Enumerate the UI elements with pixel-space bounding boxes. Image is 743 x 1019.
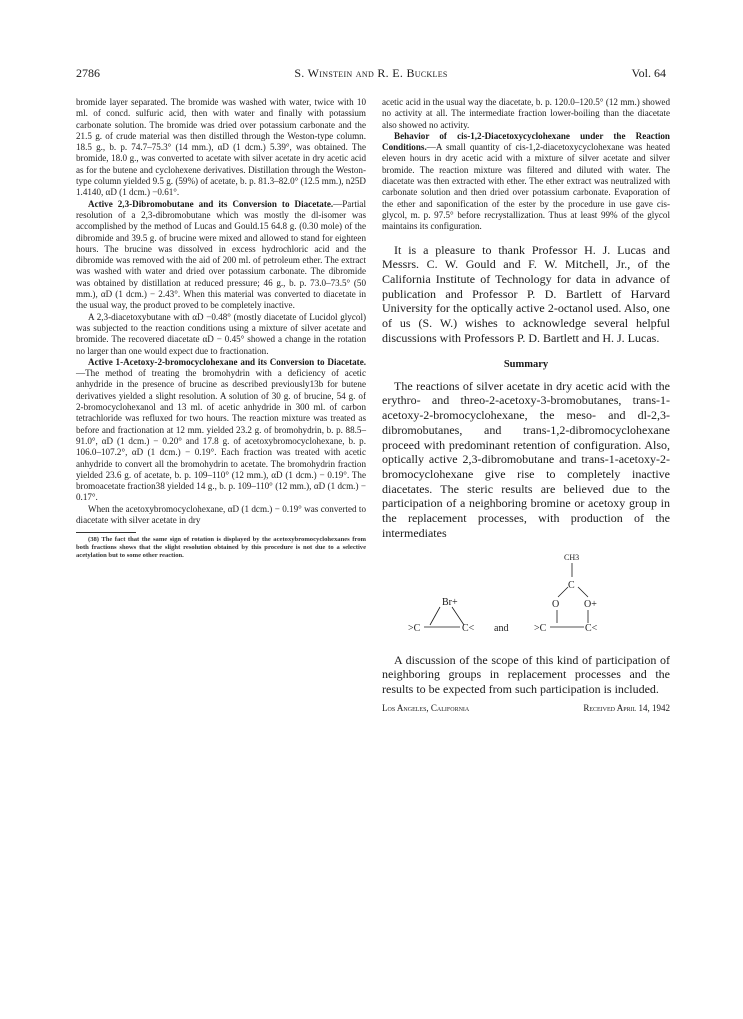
- carbon-left-label-2: >C: [534, 622, 547, 634]
- section-heading-bromocyclohexane: Active 1-Acetoxy-2-bromocyclohexane and its Conversion to Diacetate.: [88, 356, 366, 367]
- and-label: and: [494, 622, 509, 634]
- left-paragraph-4: [76, 357, 366, 504]
- methyl-label: CH3: [564, 552, 580, 562]
- section-text-bromocyclohexane: —The method of treating the bromohydrin with a deficiency of acetic anhydride in the presence of brucine as described previously13b for butene derivatives yielded a slight resolution. A solution of 30 g. of brucine, 54 g. of 2-bromocyclohexanol and 13 ml. of acetic anhydride in 300 ml. of carbon tetrachloride was refluxed for two hours. The reaction mixture was treated as before and fractionation at 12 mm. yielded 23.2 g. of bromohydrin, b. p. 88.5–91.0°, αD (1 dcm.) − 0.20° and 17.8 g. of acetoxybromocyclohexane, b. p. 106.0–107.2°, αD (1 dcm.) − 0.19°. Each fraction was treated with acetic anhydride to convert all the bromohydrin to acetate. The bromohydrin fraction yielded 23.6 g. of acetate, b. p. 109–110° (12 mm.), αD (1 dcm.) − 0.19°. The bromoacetate fraction38 yielded 14 g., b. p. 109–110° (12 mm.), αD (1 dcm.) − 0.17°.: [76, 368, 366, 503]
- right-paragraph-2: [382, 131, 670, 233]
- received-date: Received April 14, 1942: [583, 702, 670, 713]
- summary-heading: Summary: [503, 359, 549, 371]
- carbon-left-label: >C: [408, 622, 421, 634]
- intermediate-structures: [382, 545, 670, 649]
- volume-label: Vol. 64: [631, 66, 666, 80]
- structure-diagram: [382, 545, 670, 649]
- left-paragraph-3: A 2,3-diacetoxybutane with αD −0.48° (mostly diacetate of Lucidol glycol) was subjected to the reaction conditions using a mixture of silver acetate and bromide. The recovered diacetate αD − 0.45° showed a change in the rotation no larger than one would expect due to fractionation.: [76, 311, 366, 356]
- left-column: [76, 97, 366, 560]
- right-paragraph-1: acetic acid in the usual way the diacetate, b. p. 120.0–120.5° (12 mm.) showed no activity at all. The intermediate fraction lower-boiling than the diacetate also showed no activity.: [382, 97, 670, 130]
- section-heading-diacetoxycyclohexane: Behavior of cis-1,2-Diacetoxycyclohexane under the Reaction Conditions.: [382, 130, 670, 153]
- oxygen-left-label: O: [552, 598, 560, 610]
- bond-line: [578, 587, 588, 597]
- left-paragraph-1: bromide layer separated. The bromide was washed with water, twice with 10 ml. of concd. sulfuric acid, then with water and finally with potassium carbonate solution. The bromide was dried over potassium carbonate and the 21.5 g. of crude material was then distilled through the Weston-type column. 18.5 g., b. p. 74.7–75.3° (14 mm.), αD (1 dcm.) 5.39°, was obtained. The bromide, 18.0 g., was converted to acetate with silver acetate in dry acetic acid as for the butene and cyclohexene derivatives. Distillation through the Weston-type column yielded 9.5 g. (59%) of acetate, b. p. 81.3–82.0° (12.5 mm.), n25D 1.4140, αD (1 dcm.) −0.61°.: [76, 97, 366, 198]
- footnote-38: (38) The fact that the same sign of rotation is displayed by the acetoxybromocyclohexanes from both fractions shows that the slight resolution obtained by this procedure is not due to a selective acetylation but to some other reaction.: [76, 536, 366, 560]
- summary-paragraph-1: The reactions of silver acetate in dry acetic acid with the erythro- and threo-2-acetoxy-3-bromobutanes, trans-1-acetoxy-2-bromocyclohexane, the meso- and dl-2,3-dibromobutanes, and trans-1,2-dibromocyclohexane proceed with predominant retention of configuration. Also, optically active 2,3-dibromobutane and trans-1-acetoxy-2-bromocyclohexane give rise to completely inactive diacetates. The steric results are believed due to the participation of a neighboring bromine or acetoxy group in the replacement processes, with production of the intermediates: [382, 378, 670, 540]
- section-text-dibromobutane: —Partial resolution of a 2,3-dibromobutane which was mostly the dl-isomer was accomplished by the method of Lucas and Gould.15 64.8 g. (0.30 mole) of the dibromide and 39.5 g. of brucine were mixed and allowed to stand for eighteen hours. The brucine was dissolved in excess hydrochloric acid and the dibromide was removed with the aid of 200 ml. of petroleum ether. The extract was washed with water and dried over potassium carbonate. The dibromide was obtained by distillation at reduced pressure; 46 g., b. p. 73.0–73.5° (50 mm.), αD (1 dcm.) − 2.43°. When this material was converted to diacetate in the usual way, the product proved to be completely inactive.: [76, 198, 366, 311]
- page-number: 2786: [76, 66, 100, 80]
- section-text-diacetoxycyclohexane: —A small quantity of cis-1,2-diacetoxycyclohexane was heated eleven hours in dry acetic acid with a mixture of silver acetate and silver bromide. The reaction mixture was filtered and diluted with water. The diacetate was then extracted with ether. The ether extract was neutralized with carbonate solution and then dried over potassium carbonate. Evaporation of the ether and saponification of the ester by the procedure in use gave cis-glycol, m. p. 97.5° before recrystallization. Thus at least 99% of the glycol maintains its configuration.: [382, 142, 670, 232]
- acknowledgment: It is a pleasure to thank Professor H. J. Lucas and Messrs. C. W. Gould and F. W. Mitchell, Jr., of the California Institute of Technology for data in advance of publication and Professor P. D. Bartlett of Harvard University for the optically active 2-octanol used. Also, one of us (S. W.) wishes to acknowledge several helpful discussions with Professors P. D. Bartlett and H. J. Lucas.: [382, 242, 670, 345]
- carbon-right-label: C<: [462, 622, 475, 634]
- left-paragraph-2: [76, 199, 366, 312]
- bond-line: [558, 587, 568, 597]
- bond-line: [430, 607, 440, 625]
- section-heading-dibromobutane: Active 2,3-Dibromobutane and its Conversion to Diacetate.: [88, 198, 334, 209]
- signature-line: [382, 703, 670, 717]
- acknowledgment-block: [382, 243, 670, 346]
- oxygen-right-label: O+: [584, 598, 597, 610]
- running-header: [76, 66, 666, 82]
- summary-paragraph-2: A discussion of the scope of this kind of participation of neighboring groups in replacement processes and the results to be expected from such participation is included.: [382, 652, 670, 696]
- summary-block-2: [382, 653, 670, 697]
- carbon-right-label-2: C<: [585, 622, 598, 634]
- location: Los Angeles, California: [382, 702, 470, 713]
- central-carbon-label: C: [568, 579, 575, 591]
- right-column: [382, 97, 670, 717]
- footnote-rule: [76, 532, 136, 533]
- left-paragraph-5: When the acetoxybromocyclohexane, αD (1 dcm.) − 0.19° was converted to diacetate with silver acetate in dry: [76, 503, 366, 525]
- summary-block: [382, 379, 670, 541]
- running-title: S. Winstein and R. E. Buckles: [294, 66, 448, 80]
- bromonium-label: Br+: [442, 596, 458, 608]
